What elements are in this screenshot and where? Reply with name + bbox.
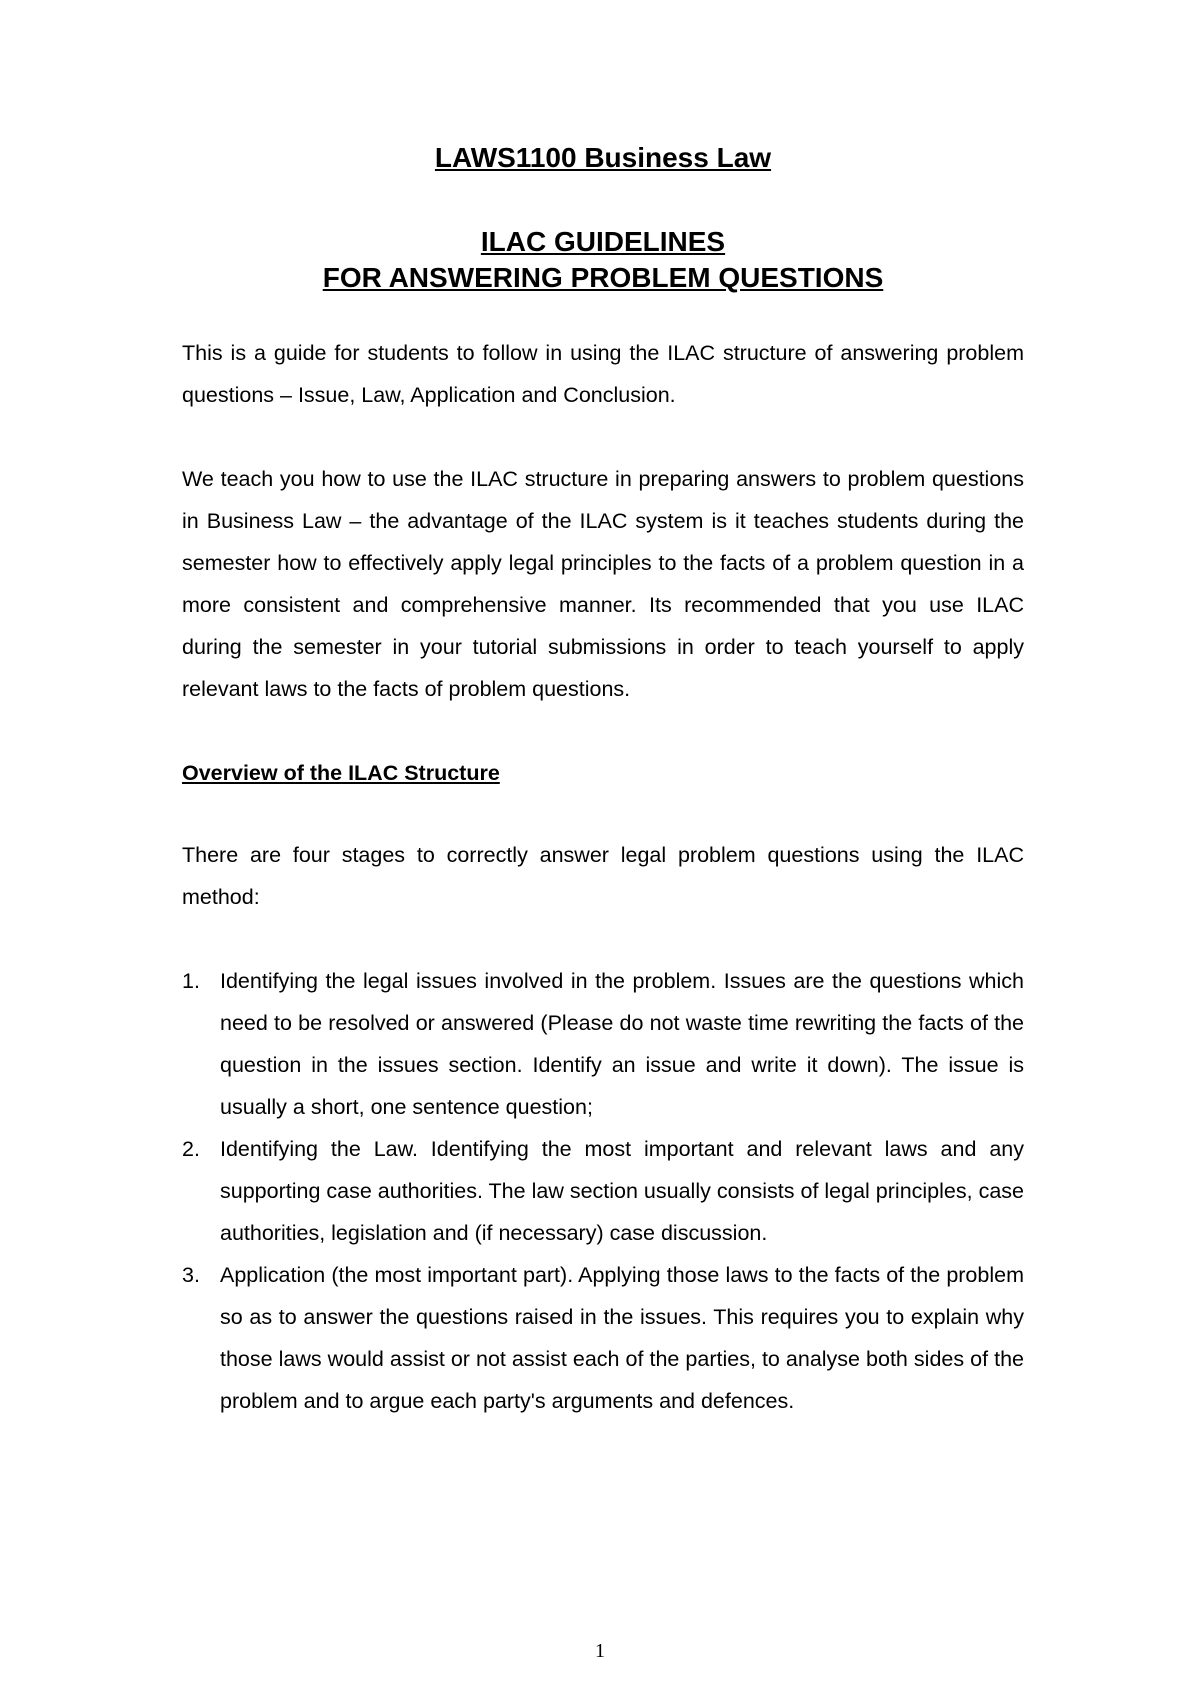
- stages-intro-paragraph: There are four stages to correctly answer legal problem questions using the ILAC method:: [182, 843, 1024, 909]
- list-item-number: 2.: [182, 1137, 200, 1161]
- document-page: [182, 140, 1024, 1422]
- guide-title: ILAC GUIDELINES: [480, 226, 726, 257]
- page-number: 1: [595, 1640, 605, 1662]
- section-heading: Overview of the ILAC Structure: [182, 761, 500, 785]
- course-title: LAWS1100 Business Law: [434, 142, 772, 173]
- list-item-text: Identifying the Law. Identifying the most important and relevant laws and any supporting case authorities. The law section usually consists of legal principles, case authorities, legislation and (if necessary) case discussion.: [220, 1137, 1024, 1245]
- intro-paragraph: This is a guide for students to follow in using the ILAC structure of answering problem questions – Issue, Law, Application and Conclusion.: [182, 341, 1024, 407]
- list-item: [182, 960, 1024, 1128]
- guide-subtitle: FOR ANSWERING PROBLEM QUESTIONS: [322, 262, 884, 293]
- stages-list: [182, 960, 1024, 1422]
- list-item: [182, 1254, 1024, 1422]
- list-item-text: Application (the most important part). Applying those laws to the facts of the problem so as to answer the questions raised in the issues. This requires you to explain why those laws would assist or not assist each of the parties, to analyse both sides of the problem and to argue each party's arguments and defences.: [220, 1263, 1024, 1413]
- list-item-number: 3.: [182, 1263, 200, 1287]
- list-item-number: 1.: [182, 969, 200, 993]
- list-item: [182, 1128, 1024, 1254]
- teaching-paragraph: We teach you how to use the ILAC structure in preparing answers to problem questions in Business Law – the advantage of the ILAC system is it teaches students during the semester how to effectively apply legal principles to the facts of a problem question in a more consistent and comprehensive manner. Its recommended that you use ILAC during the semester in your tutorial submissions in order to teach yourself to apply relevant laws to the facts of problem questions.: [182, 467, 1024, 701]
- list-item-text: Identifying the legal issues involved in the problem. Issues are the questions which need to be resolved or answered (Please do not waste time rewriting the facts of the question in the issues section. Identify an issue and write it down). The issue is usually a short, one sentence question;: [220, 969, 1024, 1119]
